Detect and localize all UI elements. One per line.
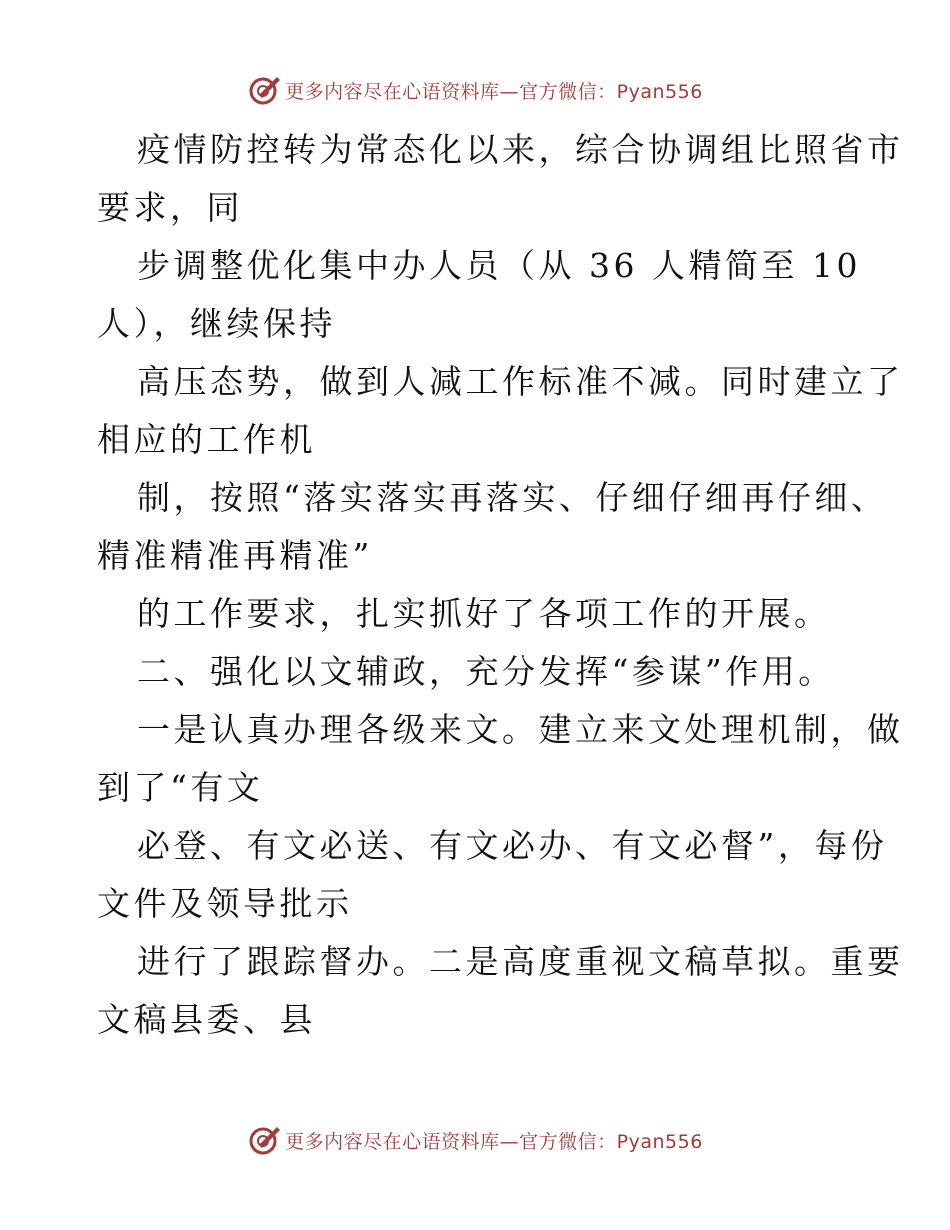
watermark-text: 更多内容尽在心语资料库—官方微信：Pyan556 [285,80,703,103]
text-line: 一是认真办理各级来文。建立来文处理机制，做 [137,710,904,749]
body-text [97,121,904,1049]
pen-circle-logo-icon [247,1123,281,1157]
pen-circle-logo-icon [247,73,281,107]
text-line: 要求，同 [97,188,243,227]
text-line: 文稿县委、县 [97,1000,316,1039]
text-line: 必登、有文必送、有文必办、有文必督”，每份 [137,826,888,865]
text-line: 进行了跟踪督办。二是高度重视文稿草拟。重要 [137,942,904,981]
text-line: 步调整优化集中办人员（从 36 人精简至 10 [137,246,861,285]
text-line: 人），继续保持 [97,304,336,343]
header-watermark [0,70,950,110]
footer-watermark [0,1120,950,1160]
text-line: 文件及领导批示 [97,884,353,923]
section-heading: 二、强化以文辅政，充分发挥“参谋”作用。 [137,652,835,691]
text-line: 高压态势，做到人减工作标准不减。同时建立了 [137,362,904,401]
watermark-text: 更多内容尽在心语资料库—官方微信：Pyan556 [285,1130,703,1153]
text-line: 的工作要求，扎实抓好了各项工作的开展。 [137,594,831,633]
text-line: 制，按照“落实落实再落实、仔细仔细再仔细、 [137,478,888,517]
text-line: 相应的工作机 [97,420,316,459]
text-line: 到了“有文 [97,768,264,807]
text-line: 疫情防控转为常态化以来，综合协调组比照省市 [137,130,904,169]
text-line: 精准精准再精准” [97,536,373,575]
